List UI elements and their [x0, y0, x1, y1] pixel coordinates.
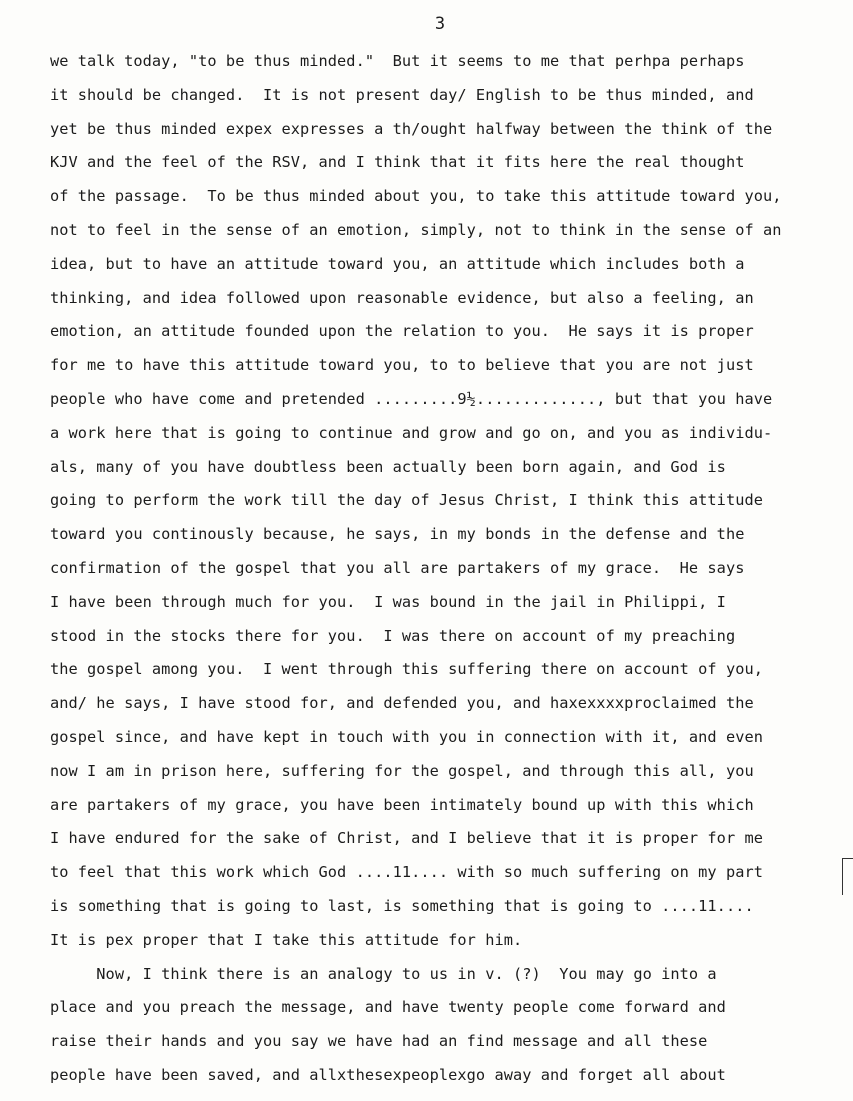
text-line: it should be changed. It is not present day/ English to be thus minded, and	[50, 85, 754, 104]
text-line: people have been saved, and allxthesexpeoplexgo away and forget all about	[50, 1065, 726, 1084]
text-line: the gospel among you. I went through this suffering there on account of you,	[50, 660, 763, 679]
text-line: stood in the stocks there for you. I was there on account of my preaching	[50, 626, 736, 645]
text-line: are partakers of my grace, you have been intimately bound up with this which	[50, 795, 754, 814]
text-line: and/ he says, I have stood for, and defended you, and haxexxxxproclaimed the	[50, 694, 754, 713]
text-line: confirmation of the gospel that you all are partakers of my grace. He says	[50, 558, 745, 577]
text-line: to feel that this work which God ....11.... with so much suffering on my part	[50, 863, 763, 882]
text-line: place and you preach the message, and have twenty people come forward and	[50, 998, 726, 1017]
text-line: for me to have this attitude toward you, to to believe that you are not just	[50, 356, 754, 375]
text-line: als, many of you have doubtless been actually been born again, and God is	[50, 457, 726, 476]
text-line: KJV and the feel of the RSV, and I think that it fits here the real thought	[50, 153, 745, 172]
text-line: It is pex proper that I take this attitude for him.	[50, 930, 523, 949]
text-line: we talk today, "to be thus minded." But it seems to me that perhpa perhaps	[50, 52, 745, 70]
typed-text-body	[50, 50, 850, 1098]
text-line: toward you continously because, he says, in my bonds in the defense and the	[50, 525, 745, 544]
text-line: yet be thus minded expex expresses a th/ought halfway between the think of the	[50, 119, 773, 138]
text-line: thinking, and idea followed upon reasonable evidence, but also a feeling, an	[50, 288, 754, 307]
text-line: emotion, an attitude founded upon the relation to you. He says it is proper	[50, 322, 754, 341]
text-line: is something that is going to last, is something that is going to ....11....	[50, 896, 754, 915]
margin-bracket-mark	[842, 858, 853, 895]
text-line: people who have come and pretended .........9½............., but that you have	[50, 389, 773, 408]
page-number: 3	[434, 14, 446, 34]
text-line: Now, I think there is an analogy to us in v. (?) You may go into a	[50, 964, 717, 983]
text-line: a work here that is going to continue and grow and go on, and you as individu-	[50, 423, 773, 442]
text-line: gospel since, and have kept in touch with you in connection with it, and even	[50, 727, 763, 746]
text-line: idea, but to have an attitude toward you, an attitude which includes both a	[50, 254, 745, 273]
text-line: raise their hands and you say we have had an find message and all these	[50, 1032, 708, 1051]
text-line: now I am in prison here, suffering for the gospel, and through this all, you	[50, 761, 754, 780]
text-line: going to perform the work till the day of Jesus Christ, I think this attitude	[50, 491, 763, 510]
text-line: I have endured for the sake of Christ, and I believe that it is proper for me	[50, 829, 763, 848]
text-line: of the passage. To be thus minded about you, to take this attitude toward you,	[50, 187, 782, 206]
text-line: not to feel in the sense of an emotion, simply, not to think in the sense of an	[50, 220, 782, 239]
text-line: I have been through much for you. I was bound in the jail in Philippi, I	[50, 592, 726, 611]
